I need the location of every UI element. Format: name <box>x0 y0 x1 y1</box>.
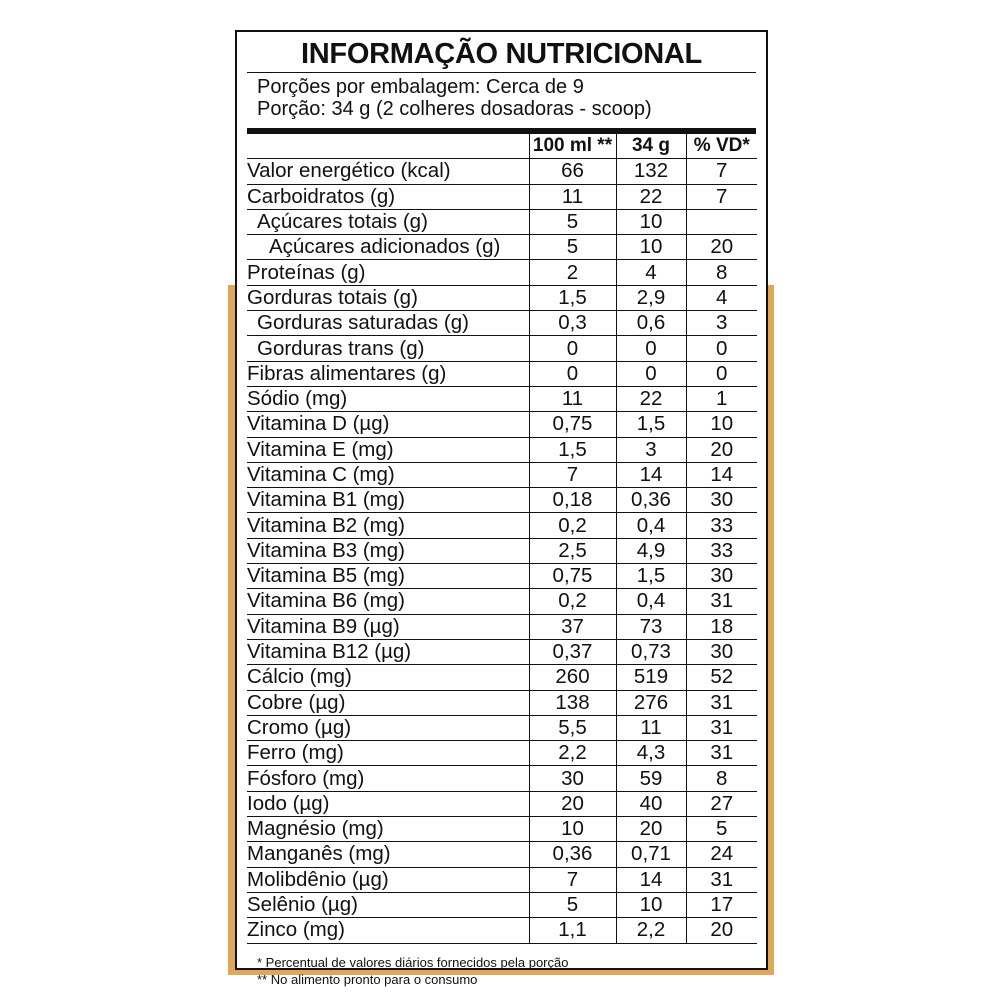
value-per-100ml: 0,2 <box>529 589 616 614</box>
table-row <box>247 462 757 487</box>
table-row <box>247 842 757 867</box>
table-row <box>247 159 757 184</box>
value-per-serving: 14 <box>616 867 686 892</box>
nutrient-name: Ferro (mg) <box>247 741 529 766</box>
value-per-serving: 2,2 <box>616 918 686 943</box>
value-daily-percent: 20 <box>686 437 757 462</box>
nutrient-name: Cobre (µg) <box>247 690 529 715</box>
nutrient-name: Fósforo (mg) <box>247 766 529 791</box>
table-row <box>247 538 757 563</box>
value-per-100ml: 0,36 <box>529 842 616 867</box>
value-per-100ml: 0 <box>529 361 616 386</box>
value-per-100ml: 5,5 <box>529 715 616 740</box>
table-row <box>247 513 757 538</box>
value-daily-percent: 17 <box>686 892 757 917</box>
nutrient-name: Açúcares adicionados (g) <box>247 235 529 260</box>
table-row <box>247 184 757 209</box>
value-daily-percent: 20 <box>686 235 757 260</box>
nutrient-name: Vitamina B5 (mg) <box>247 564 529 589</box>
value-per-100ml: 11 <box>529 184 616 209</box>
value-daily-percent: 4 <box>686 285 757 310</box>
nutrient-name: Valor energético (kcal) <box>247 159 529 184</box>
value-per-serving: 0,36 <box>616 488 686 513</box>
table-row <box>247 336 757 361</box>
value-per-serving: 1,5 <box>616 412 686 437</box>
table-row <box>247 741 757 766</box>
value-per-serving: 519 <box>616 665 686 690</box>
nutrient-name: Proteínas (g) <box>247 260 529 285</box>
header-per-serving: 34 g <box>616 134 686 159</box>
table-row <box>247 285 757 310</box>
table-row <box>247 791 757 816</box>
value-per-100ml: 138 <box>529 690 616 715</box>
value-per-serving: 2,9 <box>616 285 686 310</box>
value-daily-percent: 31 <box>686 741 757 766</box>
table-row <box>247 386 757 411</box>
value-per-100ml: 260 <box>529 665 616 690</box>
value-per-100ml: 0,3 <box>529 311 616 336</box>
value-daily-percent: 18 <box>686 614 757 639</box>
value-per-100ml: 2 <box>529 260 616 285</box>
table-row <box>247 235 757 260</box>
value-daily-percent: 1 <box>686 386 757 411</box>
value-per-100ml: 1,1 <box>529 918 616 943</box>
nutrient-name: Vitamina B9 (µg) <box>247 614 529 639</box>
value-per-100ml: 37 <box>529 614 616 639</box>
table-row <box>247 564 757 589</box>
value-daily-percent: 0 <box>686 336 757 361</box>
table-row <box>247 361 757 386</box>
serving-info <box>247 73 756 124</box>
table-row <box>247 715 757 740</box>
value-per-serving: 0,71 <box>616 842 686 867</box>
table-row <box>247 209 757 234</box>
value-daily-percent: 7 <box>686 184 757 209</box>
value-daily-percent: 33 <box>686 513 757 538</box>
value-per-100ml: 2,5 <box>529 538 616 563</box>
header-nutrient <box>247 134 529 159</box>
value-daily-percent: 30 <box>686 564 757 589</box>
value-per-100ml: 2,2 <box>529 741 616 766</box>
table-row <box>247 867 757 892</box>
value-per-serving: 10 <box>616 892 686 917</box>
footnote-ready-to-consume: ** No alimento pronto para o consumo <box>257 971 478 987</box>
value-per-100ml: 0,37 <box>529 639 616 664</box>
value-per-serving: 73 <box>616 614 686 639</box>
value-per-serving: 59 <box>616 766 686 791</box>
value-daily-percent: 31 <box>686 715 757 740</box>
table-row <box>247 665 757 690</box>
nutrient-name: Vitamina B6 (mg) <box>247 589 529 614</box>
value-per-100ml: 30 <box>529 766 616 791</box>
value-per-100ml: 5 <box>529 209 616 234</box>
nutrient-name: Vitamina B1 (mg) <box>247 488 529 513</box>
value-per-100ml: 5 <box>529 892 616 917</box>
value-per-100ml: 7 <box>529 867 616 892</box>
nutrient-name: Fibras alimentares (g) <box>247 361 529 386</box>
nutrient-name: Sódio (mg) <box>247 386 529 411</box>
nutrient-name: Molibdênio (µg) <box>247 867 529 892</box>
value-daily-percent <box>686 209 757 234</box>
value-per-serving: 132 <box>616 159 686 184</box>
servings-per-package: Porções por embalagem: Cerca de 9 <box>257 76 584 98</box>
value-per-100ml: 7 <box>529 462 616 487</box>
table-row <box>247 614 757 639</box>
value-daily-percent: 5 <box>686 817 757 842</box>
value-per-serving: 22 <box>616 184 686 209</box>
value-per-100ml: 66 <box>529 159 616 184</box>
value-per-serving: 10 <box>616 209 686 234</box>
value-per-serving: 22 <box>616 386 686 411</box>
nutrient-name: Magnésio (mg) <box>247 817 529 842</box>
table-row <box>247 260 757 285</box>
value-per-100ml: 1,5 <box>529 285 616 310</box>
nutrient-name: Açúcares totais (g) <box>247 209 529 234</box>
value-daily-percent: 20 <box>686 918 757 943</box>
value-per-serving: 0,4 <box>616 513 686 538</box>
value-daily-percent: 31 <box>686 690 757 715</box>
table-row <box>247 690 757 715</box>
header-daily-value: % VD* <box>686 134 757 159</box>
value-daily-percent: 31 <box>686 589 757 614</box>
value-daily-percent: 7 <box>686 159 757 184</box>
value-per-serving: 4 <box>616 260 686 285</box>
value-daily-percent: 52 <box>686 665 757 690</box>
value-per-serving: 14 <box>616 462 686 487</box>
value-per-serving: 4,3 <box>616 741 686 766</box>
value-per-serving: 0 <box>616 336 686 361</box>
value-per-100ml: 0,75 <box>529 564 616 589</box>
value-per-serving: 40 <box>616 791 686 816</box>
value-daily-percent: 24 <box>686 842 757 867</box>
nutrient-name: Gorduras saturadas (g) <box>247 311 529 336</box>
value-per-100ml: 0,18 <box>529 488 616 513</box>
footnote-daily-value: * Percentual de valores diários fornecidos pela porção <box>257 954 569 970</box>
table-row <box>247 437 757 462</box>
value-per-serving: 10 <box>616 235 686 260</box>
value-per-serving: 1,5 <box>616 564 686 589</box>
nutrient-name: Vitamina D (µg) <box>247 412 529 437</box>
value-per-serving: 11 <box>616 715 686 740</box>
nutrient-name: Manganês (mg) <box>247 842 529 867</box>
value-per-100ml: 1,5 <box>529 437 616 462</box>
value-per-100ml: 10 <box>529 817 616 842</box>
table-row <box>247 589 757 614</box>
value-daily-percent: 33 <box>686 538 757 563</box>
value-per-serving: 0,4 <box>616 589 686 614</box>
value-daily-percent: 10 <box>686 412 757 437</box>
value-per-100ml: 20 <box>529 791 616 816</box>
table-row <box>247 488 757 513</box>
nutrient-name: Vitamina B2 (mg) <box>247 513 529 538</box>
table-row <box>247 817 757 842</box>
value-daily-percent: 31 <box>686 867 757 892</box>
value-daily-percent: 30 <box>686 639 757 664</box>
value-per-100ml: 0,75 <box>529 412 616 437</box>
nutrition-facts-label <box>235 30 768 987</box>
table-row <box>247 412 757 437</box>
value-per-serving: 0 <box>616 361 686 386</box>
value-per-serving: 4,9 <box>616 538 686 563</box>
value-per-100ml: 0,2 <box>529 513 616 538</box>
value-per-100ml: 0 <box>529 336 616 361</box>
value-daily-percent: 30 <box>686 488 757 513</box>
value-per-serving: 0,6 <box>616 311 686 336</box>
nutrition-table <box>247 134 757 944</box>
value-per-serving: 276 <box>616 690 686 715</box>
value-daily-percent: 27 <box>686 791 757 816</box>
value-daily-percent: 0 <box>686 361 757 386</box>
footnotes <box>257 954 766 988</box>
nutrient-name: Gorduras totais (g) <box>247 285 529 310</box>
value-per-serving: 20 <box>616 817 686 842</box>
nutrient-name: Selênio (µg) <box>247 892 529 917</box>
nutrient-name: Cálcio (mg) <box>247 665 529 690</box>
table-row <box>247 892 757 917</box>
nutrient-name: Gorduras trans (g) <box>247 336 529 361</box>
value-per-100ml: 11 <box>529 386 616 411</box>
header-per-100ml: 100 ml ** <box>529 134 616 159</box>
table-row <box>247 918 757 943</box>
nutrient-name: Carboidratos (g) <box>247 184 529 209</box>
table-row <box>247 766 757 791</box>
table-header-row <box>247 134 757 159</box>
nutrient-name: Vitamina C (mg) <box>247 462 529 487</box>
label-title: INFORMAÇÃO NUTRICIONAL <box>247 32 756 73</box>
table-row <box>247 311 757 336</box>
nutrient-name: Vitamina B12 (µg) <box>247 639 529 664</box>
serving-size: Porção: 34 g (2 colheres dosadoras - scoop) <box>257 98 652 120</box>
nutrient-name: Vitamina B3 (mg) <box>247 538 529 563</box>
value-per-serving: 3 <box>616 437 686 462</box>
nutrient-name: Vitamina E (mg) <box>247 437 529 462</box>
table-row <box>247 639 757 664</box>
value-daily-percent: 8 <box>686 260 757 285</box>
value-daily-percent: 3 <box>686 311 757 336</box>
nutrient-name: Zinco (mg) <box>247 918 529 943</box>
nutrient-name: Cromo (µg) <box>247 715 529 740</box>
value-per-serving: 0,73 <box>616 639 686 664</box>
nutrient-name: Iodo (µg) <box>247 791 529 816</box>
value-daily-percent: 14 <box>686 462 757 487</box>
value-daily-percent: 8 <box>686 766 757 791</box>
value-per-100ml: 5 <box>529 235 616 260</box>
